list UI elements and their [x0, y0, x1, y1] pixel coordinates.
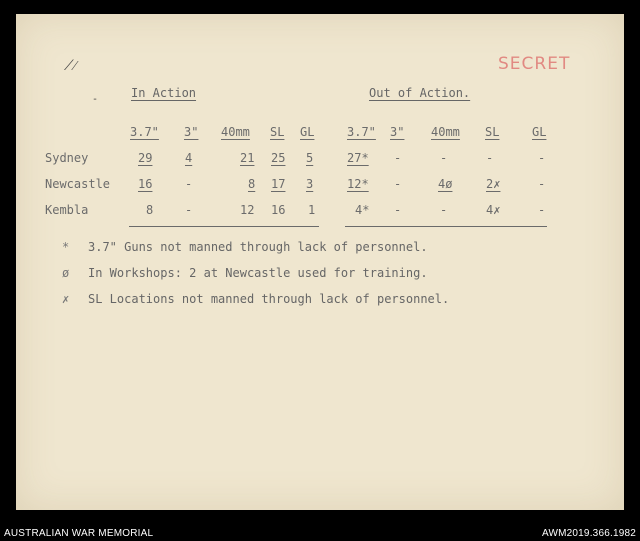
footer-accession-number: AWM2019.366.1982 [541, 528, 636, 539]
total-rule [129, 226, 319, 227]
secret-stamp: SECRET [498, 54, 571, 74]
table-cell: - [486, 151, 494, 165]
footnote [62, 266, 428, 280]
handwritten-mark: ⟋⁄ [64, 58, 77, 74]
table-cell: 25 [271, 151, 286, 165]
col-header: GL [300, 125, 315, 139]
footnote [62, 240, 428, 254]
table-cell: - [394, 177, 402, 191]
table-cell: 5 [306, 151, 314, 165]
row-label: Sydney [45, 151, 89, 165]
table-cell: 4✗ [486, 203, 501, 217]
table-cell: - [394, 203, 402, 217]
pencil-mark: ‐ [92, 94, 99, 105]
table-cell: 4ø [438, 177, 453, 191]
table-cell: 29 [138, 151, 153, 165]
table-cell: 21 [240, 151, 255, 165]
table-cell: 16 [271, 203, 286, 217]
col-header: SL [485, 125, 500, 139]
table-cell: 8 [248, 177, 256, 191]
footer-credit: AUSTRALIAN WAR MEMORIAL [4, 528, 154, 539]
table-cell: - [538, 177, 546, 191]
col-header: 40mm [431, 125, 460, 139]
table-cell: 4* [355, 203, 370, 217]
table-cell: 4 [185, 151, 193, 165]
col-header: 3" [390, 125, 405, 139]
table-cell: - [538, 151, 546, 165]
table-cell: - [394, 151, 402, 165]
footnote-symbol: * [62, 240, 70, 254]
table-cell: 1 [308, 203, 316, 217]
footnote [62, 292, 449, 306]
total-rule [345, 226, 547, 227]
table-cell: 3 [306, 177, 314, 191]
col-header: 3.7" [130, 125, 159, 139]
table-cell: 12 [240, 203, 255, 217]
row-label: Kembla [45, 203, 89, 217]
footnote-symbol: ø [62, 266, 70, 280]
heading-in-action: In Action [131, 86, 197, 100]
row-label: Newcastle [45, 177, 111, 191]
col-header: SL [270, 125, 285, 139]
heading-out-of-action: Out of Action. [369, 86, 471, 100]
footnote-text: 3.7" Guns not manned through lack of personnel. [88, 240, 428, 254]
footnote-text: SL Locations not manned through lack of personnel. [88, 292, 450, 306]
table-cell: 8 [146, 203, 154, 217]
col-header: 3.7" [347, 125, 376, 139]
table-cell: - [440, 203, 448, 217]
table-cell: - [538, 203, 546, 217]
table-cell: 12* [347, 177, 369, 191]
table-cell: 27* [347, 151, 369, 165]
table-cell: 16 [138, 177, 153, 191]
document-sheet [16, 14, 624, 510]
footnote-symbol: ✗ [62, 292, 70, 306]
footnote-text: In Workshops: 2 at Newcastle used for training. [88, 266, 428, 280]
table-cell: - [185, 177, 193, 191]
col-header: GL [532, 125, 547, 139]
table-cell: - [440, 151, 448, 165]
table-cell: 17 [271, 177, 286, 191]
table-cell: 2✗ [486, 177, 501, 191]
col-header: 3" [184, 125, 199, 139]
table-cell: - [185, 203, 193, 217]
col-header: 40mm [221, 125, 250, 139]
